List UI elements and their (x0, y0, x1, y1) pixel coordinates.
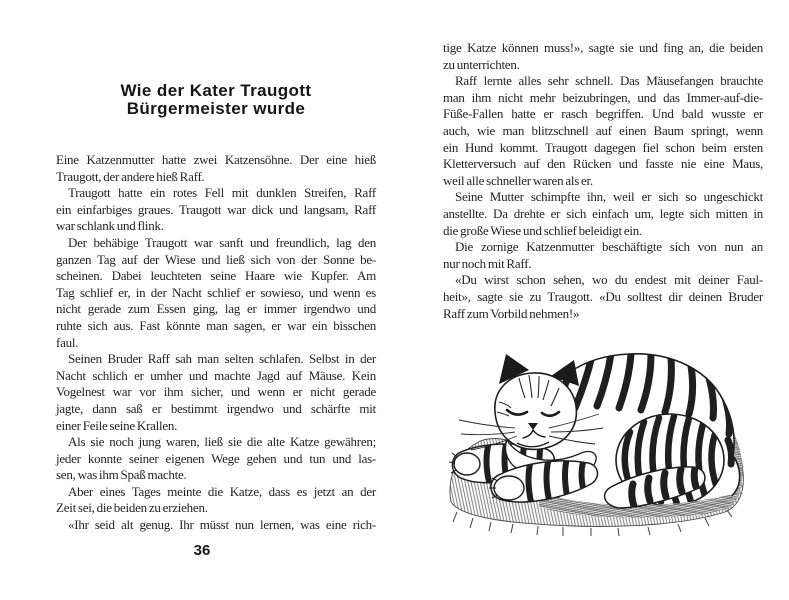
text-line: Kletterversuch auf den Rücken und fasste nie eine Maus, (443, 156, 763, 172)
text-line: Vogelnest war vor ihm sicher, und wenn er nicht gerade (56, 384, 376, 400)
text-line: Eine Katzenmutter hatte zwei Katzensöhne. Der eine hieß (56, 152, 376, 167)
text-line: «Du wirst schon sehen, wo du endest mit deiner Faul- (455, 272, 763, 288)
text-line: zu unterrichten. (443, 56, 520, 72)
text-line: anstellte. Da drehte er sich einfach um, legte sich mitten in (443, 205, 763, 221)
text-line: ganzen Tag auf der Wiese und ließ sich von der Sonne be- (56, 251, 376, 267)
text-line: Zeit sei, die beiden zu erziehen. (56, 500, 208, 516)
upper-paw (454, 453, 480, 475)
text-line: faul. (56, 334, 79, 350)
text-line: war schlank und flink. (56, 218, 164, 234)
text-line: tige Katze können muss!», sagte sie und fing an, die beiden (443, 40, 763, 55)
page-number: 36 (193, 542, 211, 559)
text-line: Nacht schlich er umher und machte Jagd auf Mäuse. Kein (56, 367, 376, 383)
left-page (56, 0, 376, 600)
text-line: ein Hund kommt. Traugott dagegen fiel schon beim ersten (443, 139, 763, 155)
text-line: die große Wiese und schlief beleidigt ein. (443, 222, 642, 238)
text-line: jagte, dann saß er bestimmt irgendwo und schärfte mit (56, 400, 376, 416)
text-line: Raff lernte alles sehr schnell. Das Mäusefangen brauchte (455, 73, 763, 89)
text-line: Traugott, der andere hieß Raff. (56, 168, 205, 184)
text-line: auch, wie man blitzschnell auf einen Baum springt, wenn (443, 122, 763, 138)
text-line: Als sie noch jung waren, ließ sie die alte Katze gewähren; (68, 434, 376, 450)
text-line: nicht gerade zum Essen ging, lag er immer irgendwo und (56, 301, 376, 317)
right-page (443, 0, 763, 600)
text-line: jeder konnte seiner eigenen Wege gehen und tun und las- (56, 450, 376, 466)
text-line: weil alle schneller waren als er. (443, 172, 593, 188)
text-line: Traugott hatte ein rotes Fell mit dunklen Streifen, Raff (68, 185, 376, 201)
text-line: nur noch mit Raff. (443, 255, 532, 271)
text-line: sen, was ihm Spaß machte. (56, 467, 187, 483)
text-line: einer Feile seine Krallen. (56, 417, 178, 433)
text-line: Der behäbige Traugott war sanft und freundlich, lag den (68, 234, 376, 250)
text-line: man ihm nicht mehr beizubringen, und das Immer-auf-die- (443, 89, 763, 105)
text-line: ruhte sich aus. Fast könnte man sagen, er war ein bisschen (56, 317, 376, 333)
text-line: Die zornige Katzenmutter beschäftigte sich von nun an (455, 239, 763, 255)
text-line: ein einfarbiges graues. Traugott war dick und langsam, Raff (56, 201, 376, 217)
chapter-title-line1: Wie der Kater Traugott (120, 81, 312, 100)
text-line: Füße-Fallen hatte er rasch begriffen. Und bald wusste er (443, 106, 763, 122)
chapter-title-line2: Bürgermeister wurde (126, 99, 306, 118)
text-line: Aber eines Tages meinte die Katze, dass es jetzt an der (68, 483, 376, 499)
text-line: Seine Mutter schimpfte ihn, weil er sich so ungeschickt (455, 189, 763, 205)
text-line: Raff zum Vorbild nehmen!» (443, 305, 580, 321)
cat-drawing (443, 346, 763, 538)
text-line: heit», sagte sie zu Traugott. «Du solltest dir deinen Bruder (443, 288, 763, 304)
text-line: Seinen Bruder Raff sah man selten schlafen. Selbst in der (68, 351, 376, 367)
text-line: scheinen. Dabei leuchteten seine Haare wie Kupfer. Am (56, 268, 376, 284)
cat-illustration (443, 346, 763, 538)
right-page-text (443, 40, 763, 322)
lower-paw (494, 476, 524, 500)
text-line: «Ihr seid alt genug. Ihr müsst nun lernen, was eine rich- (68, 517, 376, 533)
chapter-title (56, 82, 376, 118)
text-line: Tag schlief er, in der Nacht schlief er sowieso, und wenn es (56, 284, 376, 300)
left-page-text (56, 152, 376, 534)
